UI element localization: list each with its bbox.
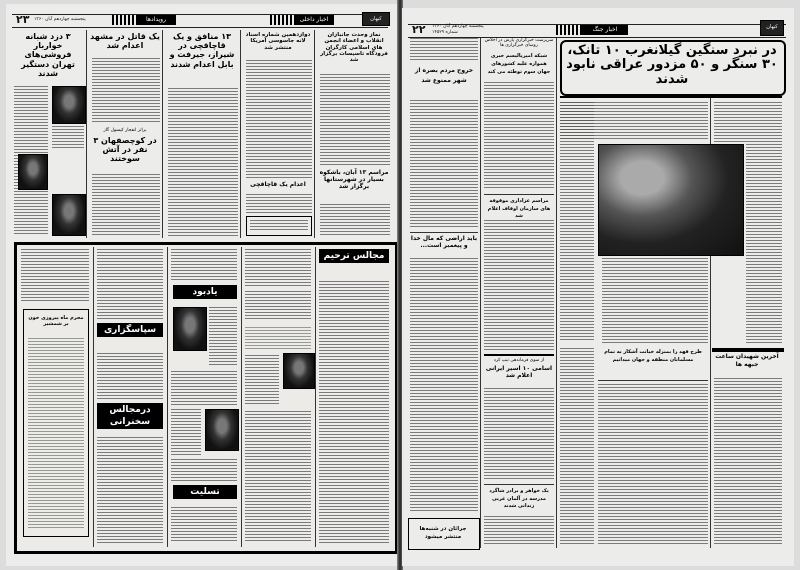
notice-box bbox=[246, 216, 312, 236]
heading-condolence: تسلیت bbox=[173, 485, 237, 499]
section-bar-decoration bbox=[112, 15, 136, 25]
article-headline: ۳ دزد شبانه خواربار فروشی‌های تهران دستگیر شدند bbox=[21, 32, 75, 78]
section-label-domestic: اخبار داخلی bbox=[294, 15, 334, 25]
newspaper-logo: کیهان bbox=[362, 12, 390, 26]
portrait-photo bbox=[52, 194, 86, 236]
article-headline: دوازدهمین شماره اسناد لانه جاسوسی آمریکا منتشر شد bbox=[245, 32, 311, 51]
article-kicker: سرپرست خبرگزاری پارس در اجلاس روسای خبرگزاری ها bbox=[484, 38, 554, 49]
page-number: ۲۳ bbox=[16, 13, 30, 26]
article-headline: نماز وحدت جانبازان انقلاب و اعضاء انجمن های اسلامی کارگران فرودگاه تاسیسات برگزار شد bbox=[320, 32, 388, 64]
article-headline: ۱۳ منافق و یک قاچاقچی در شیراز، جیرفت و بابل اعدام شدند bbox=[169, 32, 235, 69]
heading-memorial: یادبود bbox=[173, 285, 237, 299]
page-date: پنجشنبه چهاردهم آبان ۱۳۶۰ bbox=[432, 24, 484, 29]
announcement-box bbox=[408, 518, 480, 550]
announcement-text: جراثان در شنبه‌ها منتشر میشود bbox=[419, 526, 467, 541]
heading-lecture-sessions: درمجالس سخنرانی bbox=[97, 403, 163, 429]
left-newspaper-page bbox=[6, 4, 398, 566]
main-headline-box bbox=[560, 40, 786, 96]
article-headline: آخرین شهیدان ساعت جبهه ها bbox=[715, 353, 779, 369]
newspaper-logo: کیهان bbox=[760, 20, 784, 36]
section-label-war-news: اخبار جنگ bbox=[582, 25, 628, 35]
section-label-events: رویدادها bbox=[136, 15, 176, 25]
article-headline: یک قاتل در مشهد اعدام شد bbox=[90, 32, 160, 51]
portrait-photo bbox=[283, 353, 315, 389]
page-number: ۲۲ bbox=[412, 23, 426, 36]
article-kicker: از سوی فرماندهی تیپ کرد bbox=[493, 358, 545, 363]
article-headline: اعدام یک قاچاقچی bbox=[250, 181, 306, 188]
battlefield-photo bbox=[598, 144, 744, 256]
article-headline: مراسم ۱۳ آبان، باشکوه بسیار در شهرستانها برگزار شد bbox=[319, 169, 389, 190]
portrait-photo bbox=[52, 86, 86, 124]
heading-funeral-sessions: مجالس ترحیم bbox=[319, 249, 389, 263]
memorial-notice bbox=[23, 309, 89, 537]
right-newspaper-page bbox=[402, 8, 794, 566]
portrait-photo bbox=[18, 154, 48, 190]
article-headline: اسامی ۱۰ اسیر ایرانی اعلام شد bbox=[485, 365, 553, 379]
article-headline: یک خواهر و برادر شاگرد مدرسه در آلمان غربی زندانی شدند bbox=[489, 488, 549, 509]
notices-box bbox=[14, 242, 398, 554]
article-headline: در کوچصفهان ۳ نفر در آتش سوختند bbox=[93, 136, 157, 164]
article-headline: باید اراضی که مال خدا و پیغمبر است... bbox=[410, 235, 478, 249]
article-kicker: براثر انفجار کپسول گاز bbox=[103, 128, 147, 133]
heading-thanks: سپاسگزاری bbox=[97, 323, 163, 337]
issue-number: شماره ۱۴۵۲۹ bbox=[432, 30, 458, 35]
portrait-photo bbox=[173, 307, 207, 351]
main-headline: در نبرد سنگین گیلانغرب ۱۰ تانک، ۳۰ سنگر و ۵۰ مزدور عراقی نابود شدند bbox=[566, 43, 778, 87]
page-date: پنجشنبه چهاردهم آبان ۱۳۶۰ bbox=[34, 17, 86, 22]
article-headline: طرح فهد را بمنزله خیانت آشکار به تمام مسلمانان منطقه و جهان میدانیم bbox=[604, 349, 702, 363]
article-headline: خروج مردم بصره از شهر ممنوع شد bbox=[414, 67, 474, 84]
section-bar-decoration bbox=[270, 15, 294, 25]
article-headline: مراسم عزاداری موقوفه های سازمان اوقاف اعلام شد bbox=[487, 198, 551, 219]
notice-title: محرم ماه پیروزی خون بر شمشیر bbox=[28, 315, 84, 327]
section-bar-decoration bbox=[556, 25, 582, 35]
portrait-photo bbox=[205, 409, 239, 451]
article-headline: شبکه امپریالیسم خبری همواره علیه کشورهای جهان سوم توطئه می کند bbox=[487, 53, 551, 75]
